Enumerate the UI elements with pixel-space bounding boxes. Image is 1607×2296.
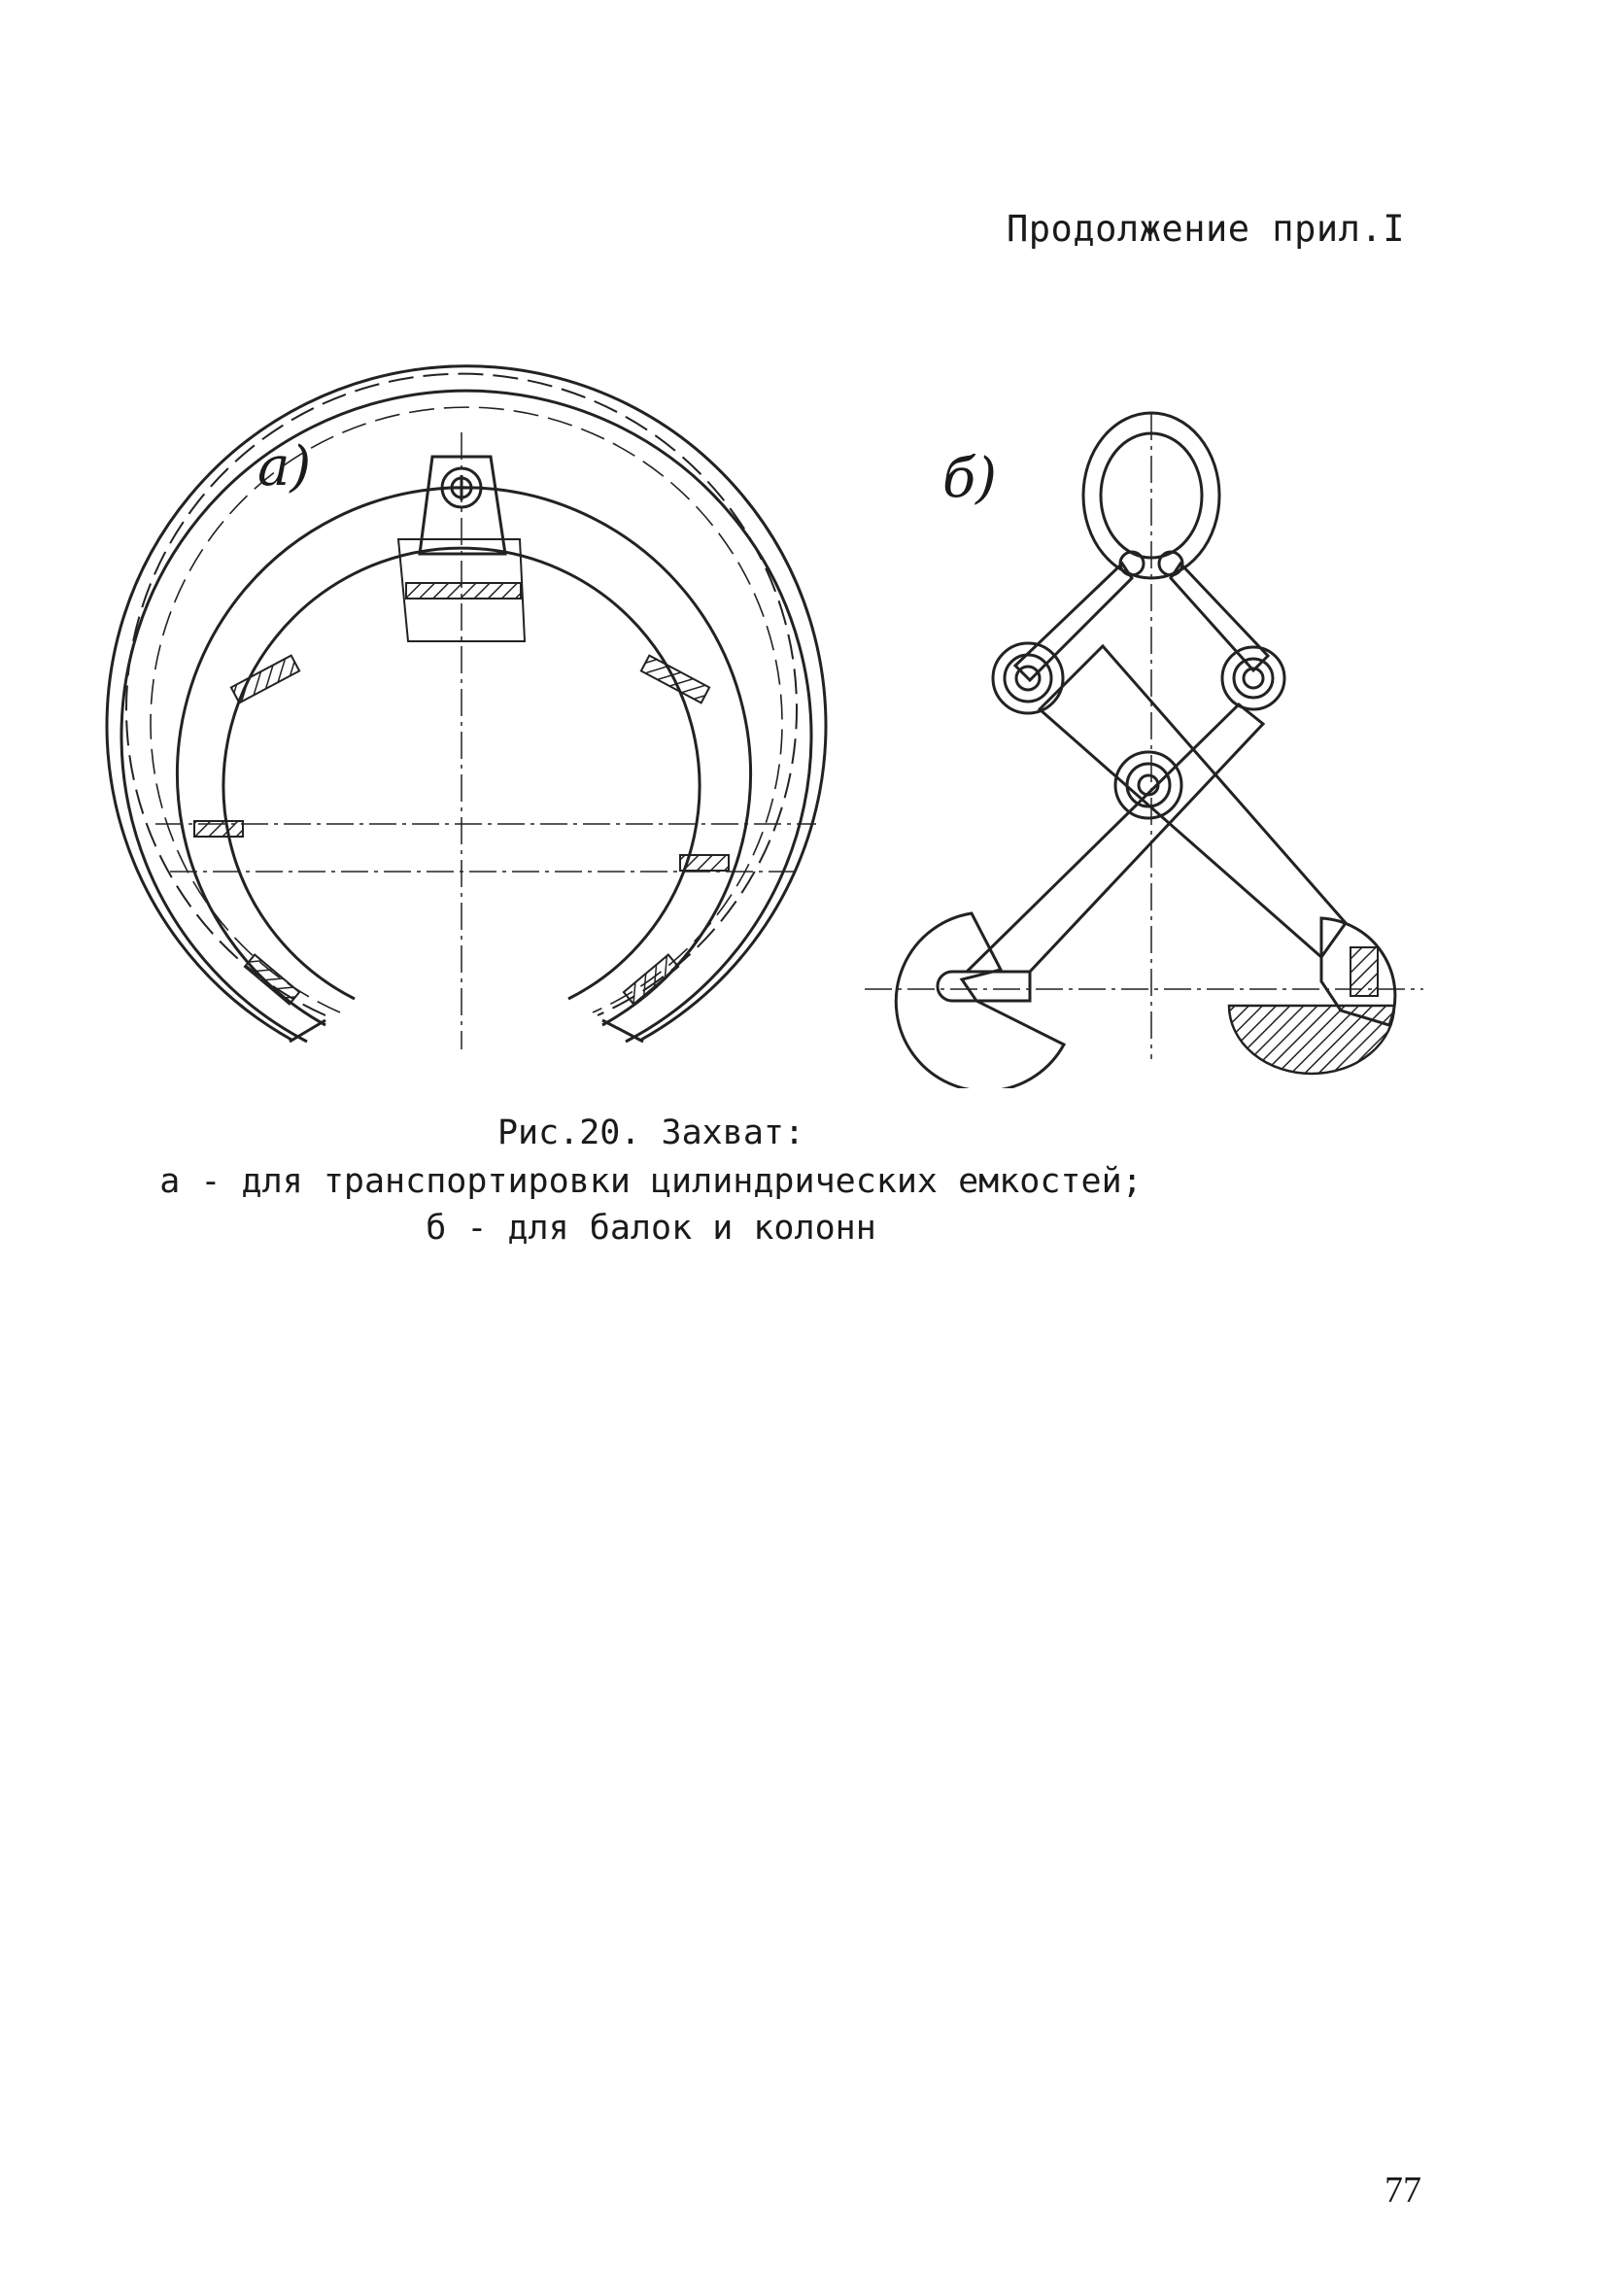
ring-gripper-drawing — [107, 366, 826, 1049]
running-header: Продолжение прил.I — [1007, 208, 1405, 250]
figure-caption-line-a: а - для транспортировки цилиндрических емкостей; — [159, 1162, 1143, 1201]
figure-caption-line-b: б - для балок и колонн — [426, 1209, 876, 1248]
scissor-gripper-drawing — [865, 413, 1423, 1088]
page-number: 77 — [1385, 2170, 1421, 2210]
figure-drawing — [0, 0, 1607, 1088]
figure-caption-title: Рис.20. Захват: — [496, 1114, 805, 1152]
figure-label-a: a) — [257, 435, 312, 498]
figure-label-b: б) — [942, 447, 998, 510]
